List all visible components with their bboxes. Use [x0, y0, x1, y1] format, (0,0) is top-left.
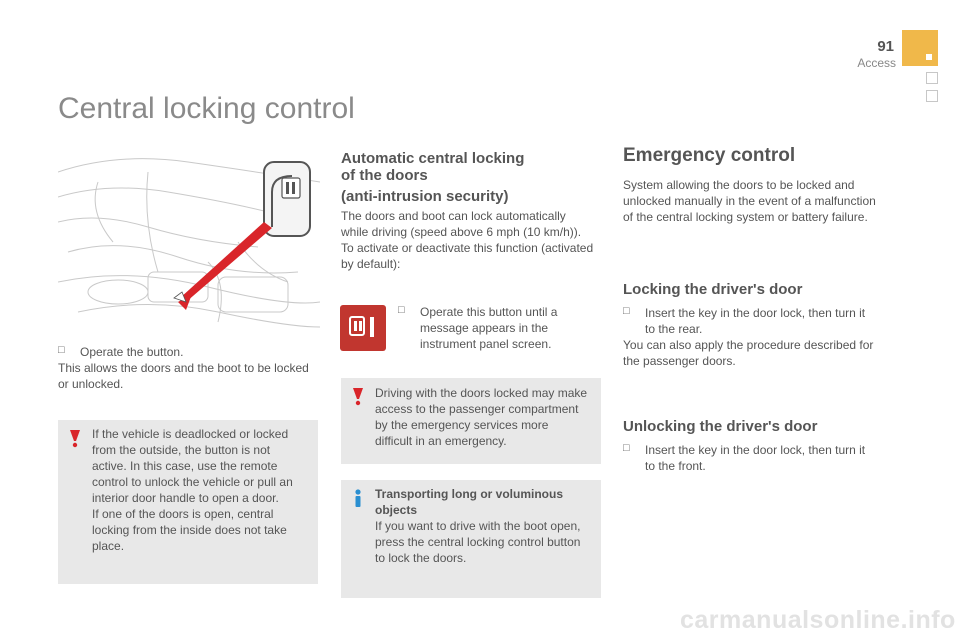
unlocking-bullet-line: to the front. — [645, 459, 706, 473]
intro-line: The doors and boot can lock automatically — [341, 209, 566, 223]
info-line: to lock the doors. — [375, 551, 467, 565]
central-locking-button-illustration — [340, 305, 386, 351]
button-bullet-line: Operate this button until a — [420, 305, 558, 319]
warning-line: Driving with the doors locked may make — [375, 386, 588, 400]
locking-bullet-line: Insert the key in the door lock, then turn it — [645, 306, 866, 320]
section-tab — [926, 90, 938, 102]
warning-panel-deadlock — [58, 420, 318, 584]
warning-panel-emergency — [341, 378, 601, 464]
operate-description: This allows the doors and the boot to be locked or unlocked. — [58, 361, 309, 391]
locking-heading: Locking the driver's door — [623, 281, 803, 298]
locking-note-line: You can also apply the procedure described for — [623, 338, 874, 352]
warning-line: control to unlock the vehicle or pull an — [92, 475, 293, 489]
bullet-checkbox-icon: □ — [623, 305, 630, 317]
auto-locking-subheading: (anti-intrusion security) — [341, 188, 509, 205]
emergency-line: of the central locking system or battery failure. — [623, 210, 868, 224]
section-tab-active — [902, 30, 938, 66]
intro-line: by default): — [341, 257, 401, 271]
warning-line: place. — [92, 539, 125, 553]
lock-icon — [340, 305, 386, 351]
button-bullet-line: message appears in the — [420, 321, 549, 335]
bullet-checkbox-icon: □ — [58, 344, 65, 356]
section-tab — [926, 72, 938, 84]
page-number: 91 — [877, 38, 894, 55]
auto-locking-heading: of the doors — [341, 167, 428, 184]
locking-bullet-line: to the rear. — [645, 322, 703, 336]
emergency-heading: Emergency control — [623, 145, 796, 166]
info-title-line: Transporting long or voluminous — [375, 487, 563, 501]
intro-line: To activate or deactivate this function (activated — [341, 241, 594, 255]
warning-line: access to the passenger compartment — [375, 402, 579, 416]
warning-line: If one of the doors is open, central — [92, 507, 274, 521]
watermark: carmanualsonline.info — [680, 606, 956, 634]
unlocking-bullet-line: Insert the key in the door lock, then turn it — [645, 443, 866, 457]
warning-line: locking from the inside does not take — [92, 523, 287, 537]
auto-locking-heading: Automatic central locking — [341, 150, 525, 167]
section-label: Access — [857, 56, 896, 70]
warning-line: active. In this case, use the remote — [92, 459, 278, 473]
locking-note-line: the passenger doors. — [623, 354, 736, 368]
dashboard-illustration — [58, 152, 320, 334]
warning-line: from the outside, the button is not — [92, 443, 271, 457]
warning-line: interior door handle to open a door. — [92, 491, 279, 505]
warning-line: difficult in an emergency. — [375, 434, 507, 448]
intro-line: while driving (speed above 6 mph (10 km/h)). — [341, 225, 582, 239]
info-line: press the central locking control button — [375, 535, 581, 549]
info-panel-long-objects — [341, 480, 601, 598]
page-title: Central locking control — [58, 92, 355, 125]
warning-icon — [66, 428, 84, 448]
unlocking-heading: Unlocking the driver's door — [623, 418, 818, 435]
bullet-checkbox-icon: □ — [398, 304, 405, 316]
bullet-checkbox-icon: □ — [623, 442, 630, 454]
operate-bullet: Operate the button. — [80, 345, 184, 359]
emergency-line: System allowing the doors to be locked and — [623, 178, 855, 192]
emergency-line: unlocked manually in the event of a malfunction — [623, 194, 876, 208]
button-bullet-line: instrument panel screen. — [420, 337, 552, 351]
info-line: If you want to drive with the boot open, — [375, 519, 581, 533]
info-title-line: objects — [375, 503, 418, 517]
info-icon — [349, 488, 367, 508]
warning-line: If the vehicle is deadlocked or locked — [92, 427, 289, 441]
warning-line: by the emergency services more — [375, 418, 549, 432]
warning-icon — [349, 386, 367, 406]
